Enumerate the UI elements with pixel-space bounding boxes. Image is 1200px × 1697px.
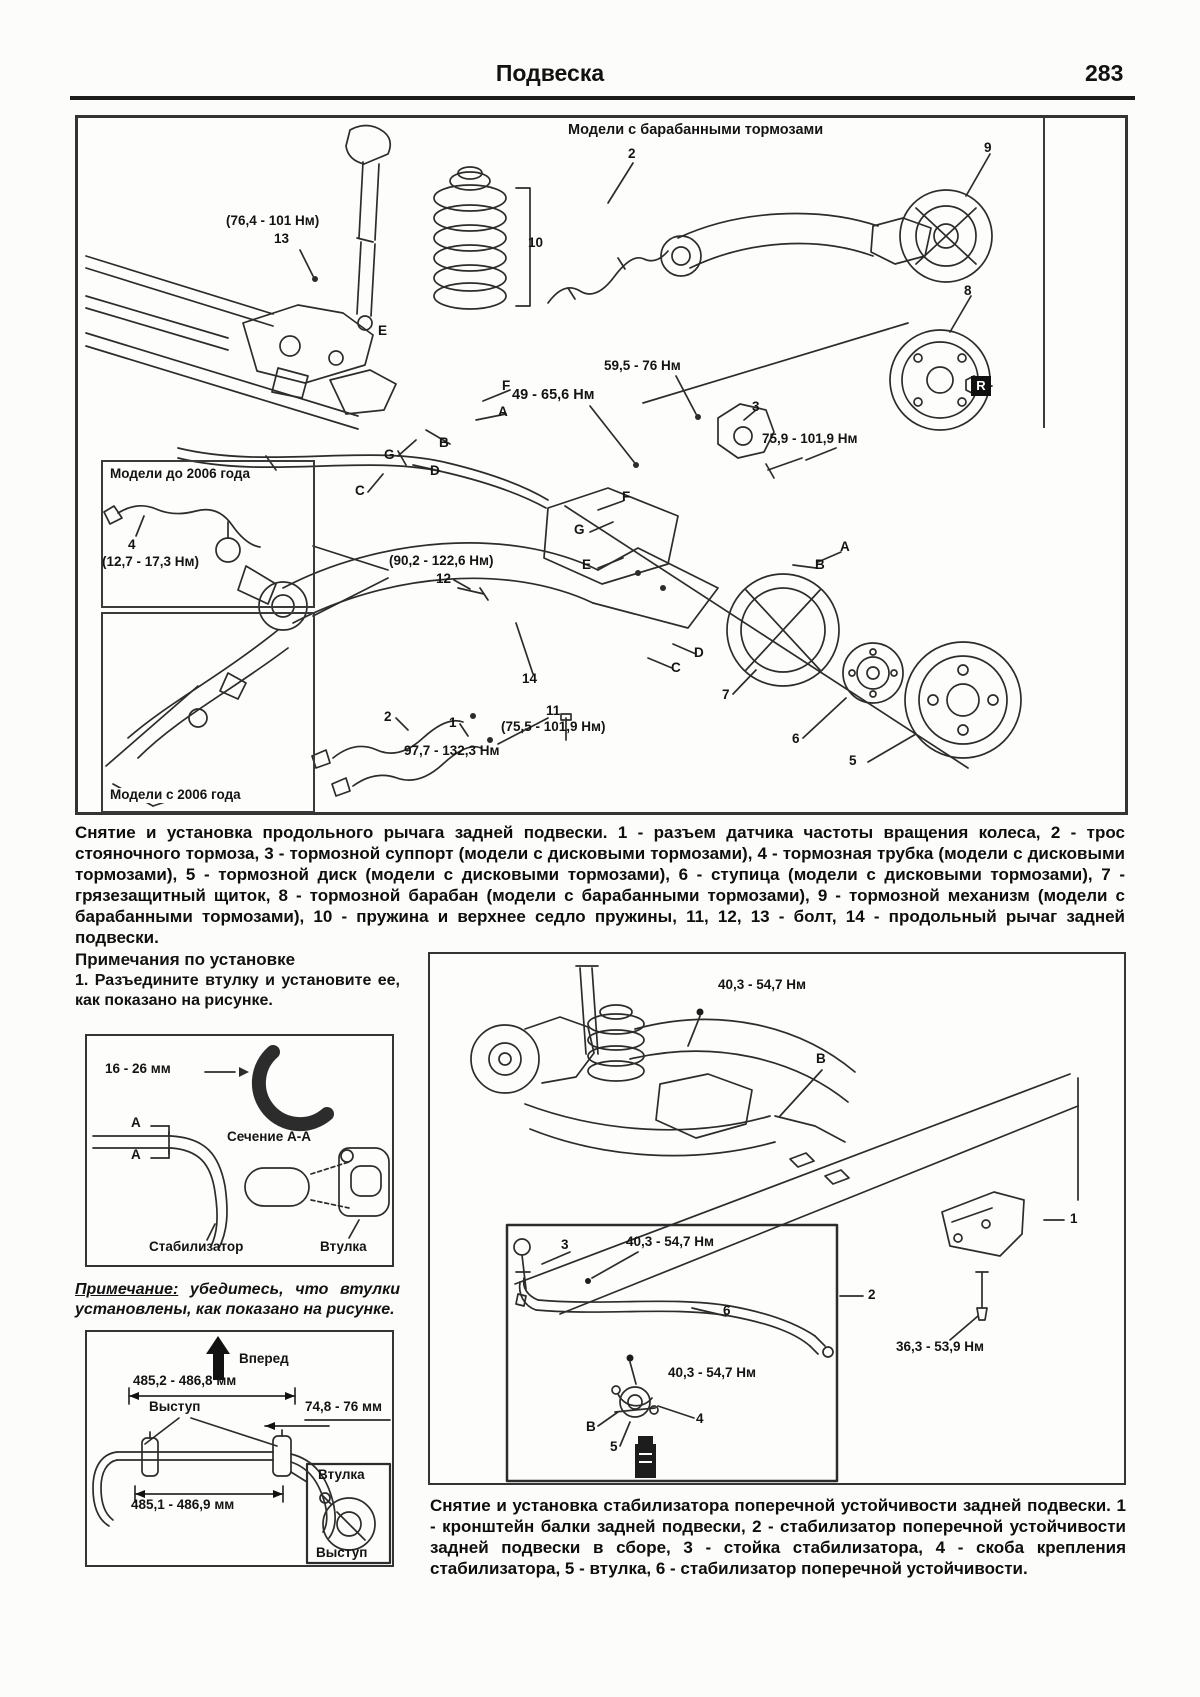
part-number: 5	[849, 753, 857, 768]
torque-label: (90,2 - 122,6 Нм)	[389, 553, 494, 568]
point-letter: C	[355, 483, 365, 498]
point-letter: F	[502, 378, 511, 393]
part-number: 6	[723, 1303, 731, 1318]
note-label: Примечание:	[75, 1281, 179, 1298]
figure-bushing-section	[85, 1034, 394, 1267]
part-number: 1	[449, 715, 457, 730]
point-letter: B	[586, 1419, 596, 1434]
point-letter: A	[498, 404, 508, 419]
part-number: 11	[546, 703, 561, 718]
torque-label: 97,7 - 132,3 Нм	[404, 743, 500, 758]
torque-label: (12,7 - 17,3 Нм)	[102, 554, 200, 569]
bushing-label: Втулка	[318, 1467, 365, 1482]
torque-label: 49 - 65,6 Нм	[512, 387, 595, 403]
dimension-label: 16 - 26 мм	[105, 1061, 171, 1076]
note-text: убедитесь, что втулки установлены, как показано на рисунке.	[75, 1281, 400, 1318]
point-letter: D	[694, 645, 704, 660]
protrusion-label: Выступ	[316, 1545, 368, 1560]
part-number: 2	[868, 1287, 876, 1302]
inset-drum-title: Модели с барабанными тормозами	[568, 122, 824, 138]
point-letter: E	[378, 323, 388, 338]
figure1-caption: Снятие и установка продольного рычага задней подвески. 1 - разъем датчика частоты вращения колеса, 2 - трос стояночного тормоза, 3 - тормозной суппорт (модели с дисковыми тормозами), 4 - тормозная трубка (модели с дисковыми тормозами), 5 - тормозной диск (модели с дисковыми тормозами), 6 - ступица (модели с дисковыми тормозами), 7 - грязезащитный щиток, 8 - тормозной барабан (модели с барабанными тормозами), 9 - тормозной механизм (модели с барабанными тормозами), 10 - пружина и верхнее седло пружины, 11, 12, 13 - болт, 14 - продольный рычаг задней подвески.	[75, 823, 1125, 947]
figure-stabilizer-removal	[428, 952, 1126, 1485]
part-number: 7	[722, 687, 730, 702]
point-letter: G	[574, 522, 585, 537]
header-rule	[70, 96, 1135, 100]
page-number: 283	[1085, 60, 1124, 86]
torque-label: 75,9 - 101,9 Нм	[762, 431, 858, 446]
stabilizer-dimension-drawing	[87, 1332, 392, 1565]
section-letter: А	[131, 1115, 141, 1130]
point-letter: B	[816, 1051, 826, 1066]
inset-pre2006-title: Модели до 2006 года	[110, 466, 250, 481]
part-number: 3	[561, 1237, 569, 1252]
torque-label: 59,5 - 76 Нм	[604, 358, 681, 373]
stabilizer-label: Стабилизатор	[149, 1239, 244, 1254]
torque-label: 40,3 - 54,7 Нм	[626, 1234, 715, 1249]
forward-label: Вперед	[239, 1351, 289, 1366]
point-letter: F	[622, 489, 631, 504]
section-title: Сечение А-А	[227, 1129, 311, 1144]
note-italic	[75, 1280, 400, 1320]
part-number: 10	[528, 235, 544, 250]
point-letter: G	[384, 447, 395, 462]
part-number: 3	[752, 399, 760, 414]
dimension-label: 74,8 - 76 мм	[305, 1399, 383, 1414]
torque-label: 40,3 - 54,7 Нм	[718, 977, 807, 992]
figure-trailing-arm	[75, 115, 1128, 815]
point-letter: B	[815, 557, 825, 572]
figure2-caption: Снятие и установка стабилизатора поперечной устойчивости задней подвески. 1 - кронштейн балки задней подвески, 2 - стабилизатор поперечной устойчивости задней подвески в сборе, 3 - стойка стабилизатора, 4 - скоба крепления стабилизатора, 5 - втулка, 6 - стабилизатор поперечной устойчивости.	[430, 1496, 1126, 1578]
right-side-badge: R	[971, 376, 991, 396]
part-number: 8	[964, 283, 972, 298]
torque-label: (76,4 - 101 Нм)	[226, 213, 320, 228]
part-number: 5	[610, 1439, 618, 1454]
part-number: 4	[128, 537, 136, 552]
part-number: 1	[1070, 1211, 1078, 1226]
dimension-label: 485,1 - 486,9 мм	[131, 1497, 235, 1512]
inset-pre2006-box	[101, 460, 315, 608]
part-number: 9	[984, 140, 992, 155]
part-number: 2	[384, 709, 392, 724]
inset-post2006-title: Модели с 2006 года	[110, 787, 241, 802]
part-number: 12	[436, 571, 452, 586]
section-letter: А	[131, 1147, 141, 1162]
point-letter: A	[840, 539, 850, 554]
point-letter: E	[582, 557, 592, 572]
point-letter: C	[671, 660, 681, 675]
point-letter: D	[430, 463, 440, 478]
point-letter: B	[439, 435, 449, 450]
figure-stabilizer-dimensions	[85, 1330, 394, 1567]
torque-label: 40,3 - 54,7 Нм	[668, 1365, 757, 1380]
dimension-label: 485,2 - 486,8 мм	[133, 1373, 237, 1388]
inset-post2006-box	[101, 612, 315, 813]
part-number: 2	[628, 146, 636, 161]
bushing-label: Втулка	[320, 1239, 367, 1254]
part-number: 13	[274, 231, 290, 246]
stabilizer-drawing	[430, 954, 1124, 1483]
part-number: 14	[522, 671, 538, 686]
notes-item: 1. Разъедините втулку и установите ее, как показано на рисунке.	[75, 972, 400, 1009]
part-number: 6	[792, 731, 800, 746]
torque-label: (75,5 - 101,9 Нм)	[501, 719, 606, 734]
torque-label: 36,3 - 53,9 Нм	[896, 1339, 985, 1354]
part-number: 4	[696, 1411, 704, 1426]
protrusion-label: Выступ	[149, 1399, 201, 1414]
page-title: Подвеска	[495, 60, 605, 86]
notes-heading: Примечания по установке	[75, 950, 296, 969]
